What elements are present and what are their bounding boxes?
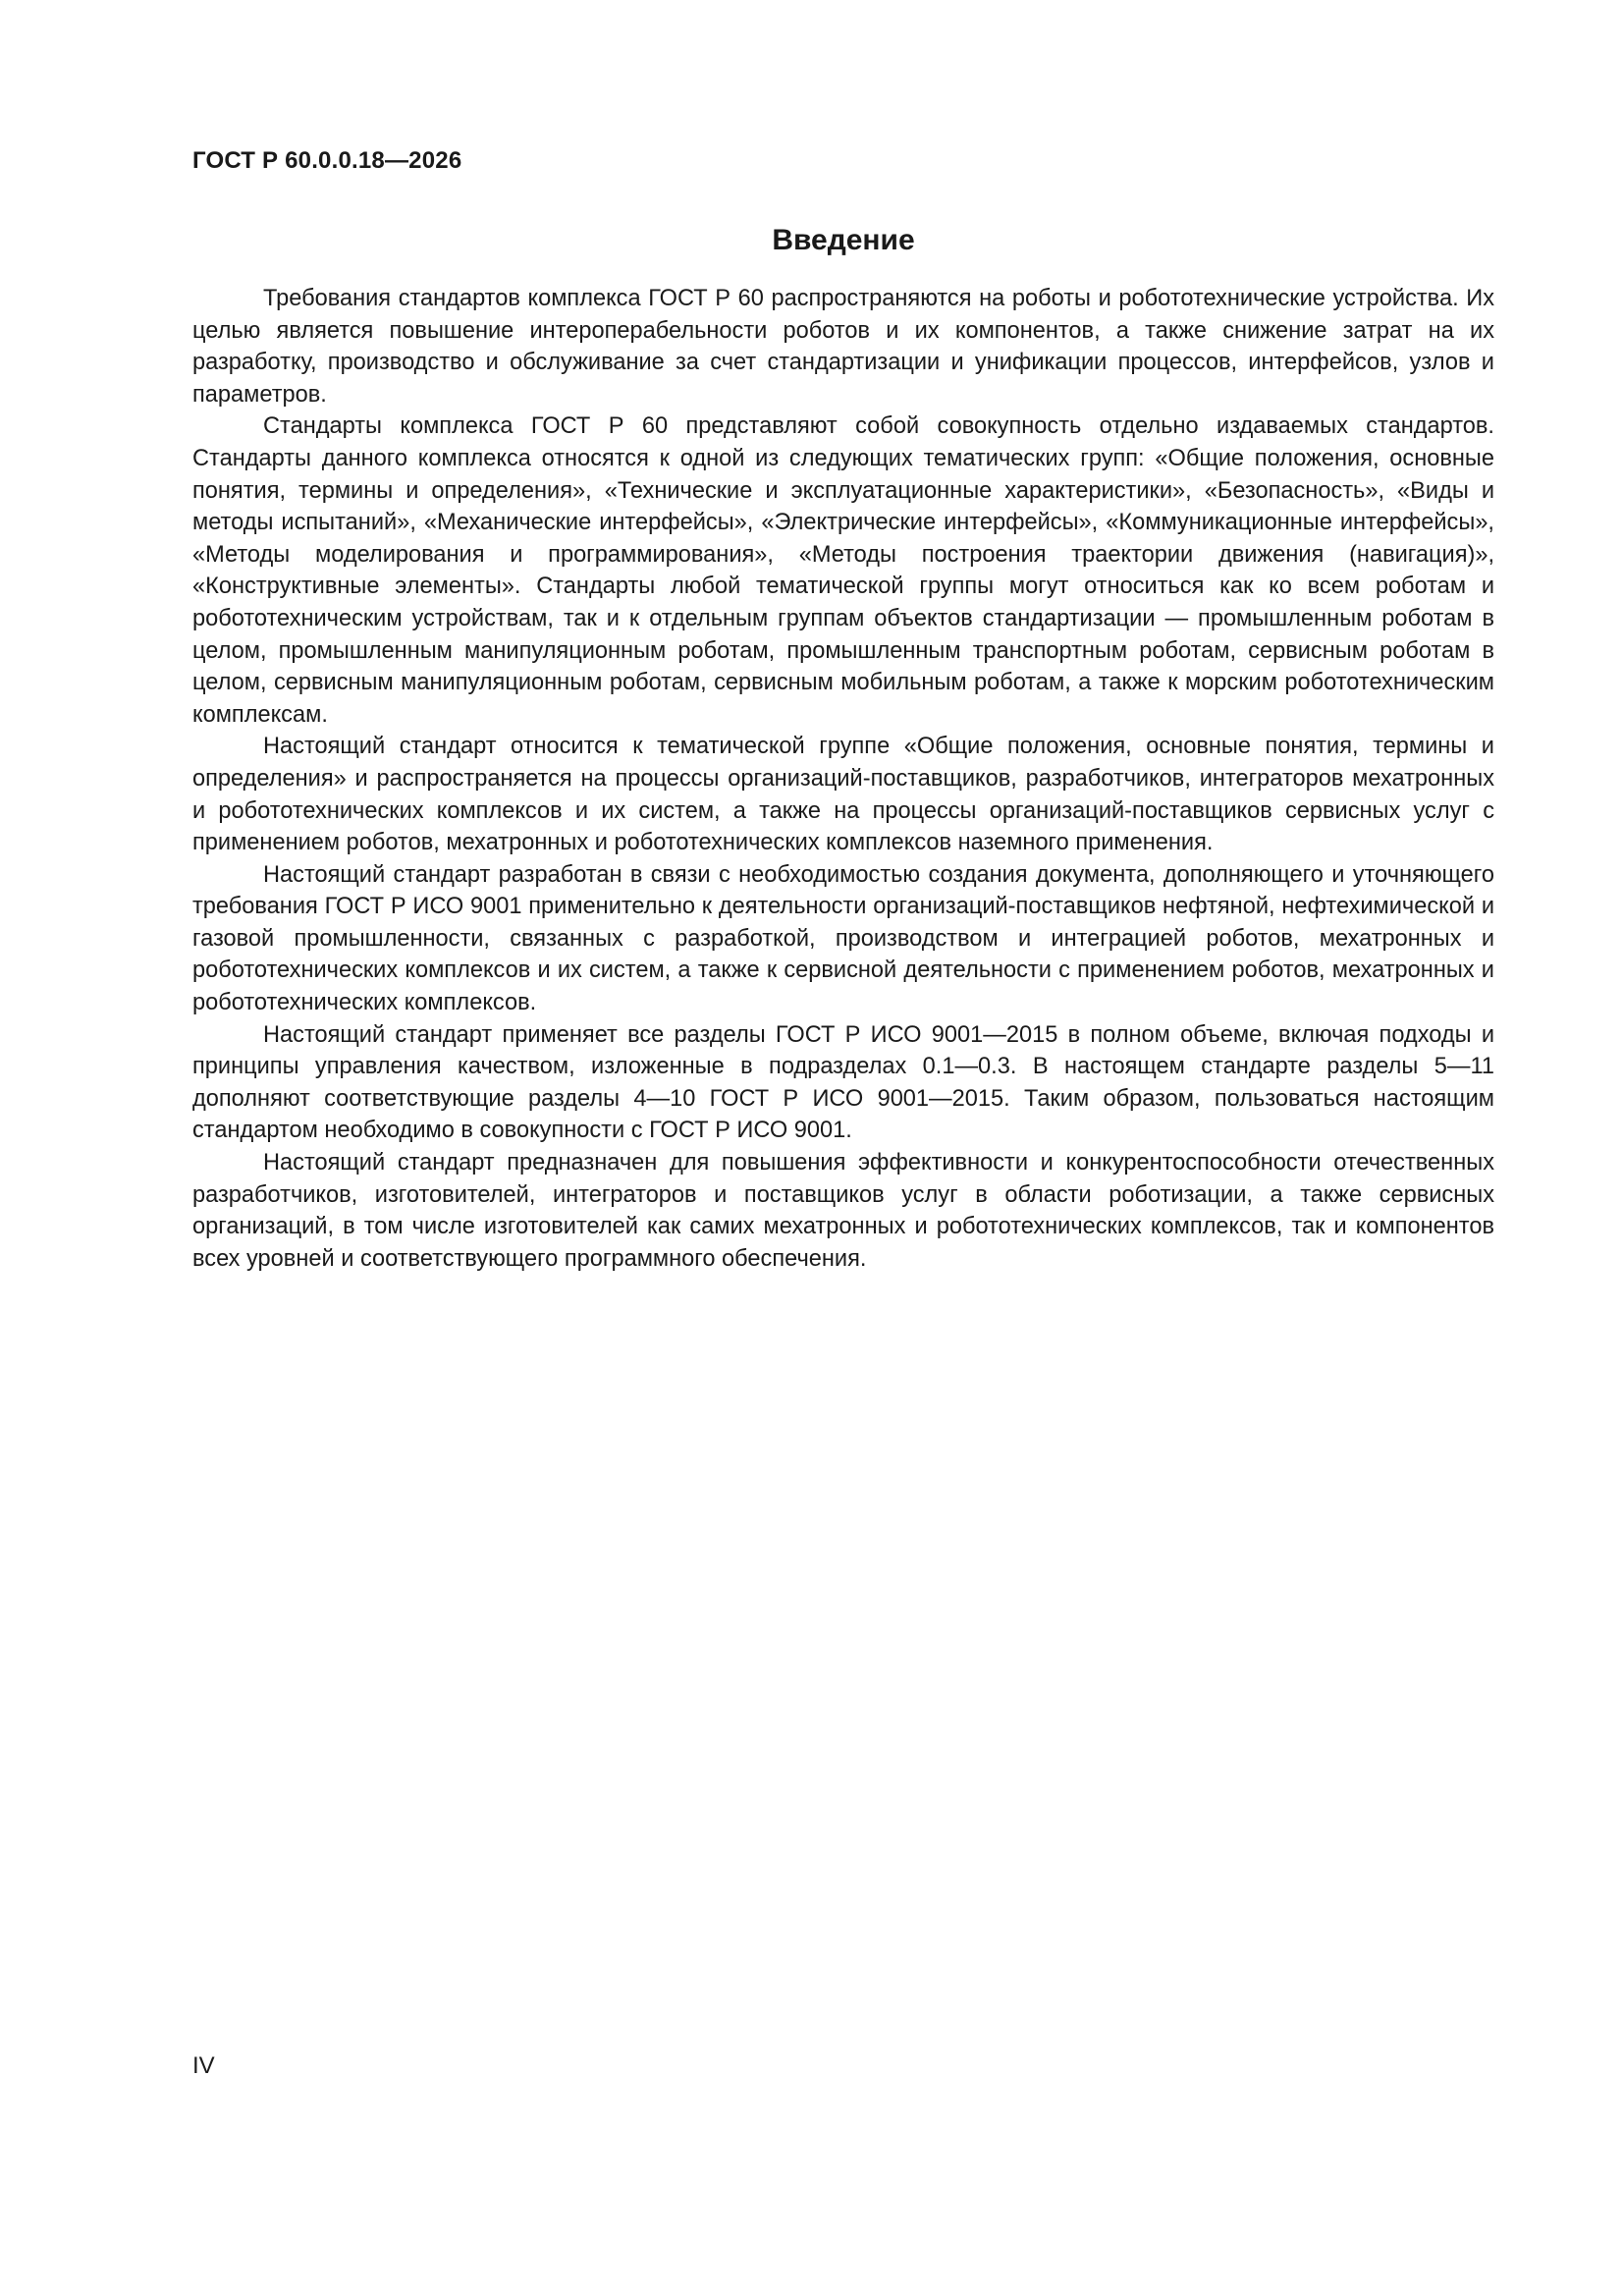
paragraph: Настоящий стандарт применяет все разделы ГОСТ Р ИСО 9001—2015 в полном объеме, включая подходы и принципы управления качеством, изложенные в подразделах 0.1—0.3. В настоящем стандарте разделы 5—11 дополняют соответствующие разделы 4—10 ГОСТ Р ИСО 9001—2015. Таким образом, пользоваться настоящим стандартом необходимо в совокупности с ГОСТ Р ИСО 9001.: [192, 1021, 1494, 1144]
paragraph: Настоящий стандарт относится к тематической группе «Общие положения, основные понятия, термины и определения» и распространяется на процессы организаций-поставщиков, разработчиков, интеграторов мехатронных и робототехнических комплексов и их систем, а также на процессы организаций-поставщиков сервисных услуг с применением роботов, мехатронных и робототехнических комплексов наземного применения.: [192, 734, 1494, 856]
paragraph: Требования стандартов комплекса ГОСТ Р 60 распространяются на роботы и робототехнические устройства. Их целью является повышение интероперабельности роботов и их компонентов, а также снижение затрат на их разработку, производство и обслуживание за счет стандартизации и унификации процессов, интерфейсов, узлов и параметров.: [192, 286, 1494, 408]
section-body: [192, 283, 1494, 1275]
document-code: ГОСТ Р 60.0.0.18—2026: [192, 147, 462, 174]
paragraph: Настоящий стандарт предназначен для повышения эффективности и конкурентоспособности отечественных разработчиков, изготовителей, интеграторов и поставщиков услуг в области роботизации, а также сервисных организаций, в том числе изготовителей как самих мехатронных и робототехнических комплексов, так и компонентов всех уровней и соответствующего программного обеспечения.: [192, 1150, 1494, 1272]
paragraph: Настоящий стандарт разработан в связи с необходимостью создания документа, дополняющего и уточняющего требования ГОСТ Р ИСО 9001 применительно к деятельности организаций-поставщиков нефтяной, нефтехимической и газовой промышленности, связанных с разработкой, производством и интеграцией роботов, мехатронных и робототехнических комплексов и их систем, а также к сервисной деятельности с применением роботов, мехатронных и робототехнических комплексов.: [192, 861, 1494, 1016]
section-title: Введение: [772, 224, 915, 256]
page-number: IV: [192, 2052, 215, 2079]
paragraph: Стандарты комплекса ГОСТ Р 60 представляют собой совокупность отдельно издаваемых стандартов. Стандарты данного комплекса относятся к одной из следующих тематических групп: «Общие положения, основные понятия, термины и определения», «Технические и эксплуатационные характеристики», «Безопасность», «Виды и методы испытаний», «Механические интерфейсы», «Электрические интерфейсы», «Коммуникационные интерфейсы», «Методы моделирования и программирования», «Методы построения траектории движения (навигация)», «Конструктивные элементы». Стандарты любой тематической группы могут относиться как ко всем роботам и робототехническим устройствам, так и к отдельным группам объектов стандартизации — промышленным роботам в целом, промышленным манипуляционным роботам, промышленным транспортным роботам, сервисным роботам в целом, сервисным манипуляционным роботам, сервисным мобильным роботам, а также к морским робототехническим комплексам.: [192, 413, 1494, 728]
